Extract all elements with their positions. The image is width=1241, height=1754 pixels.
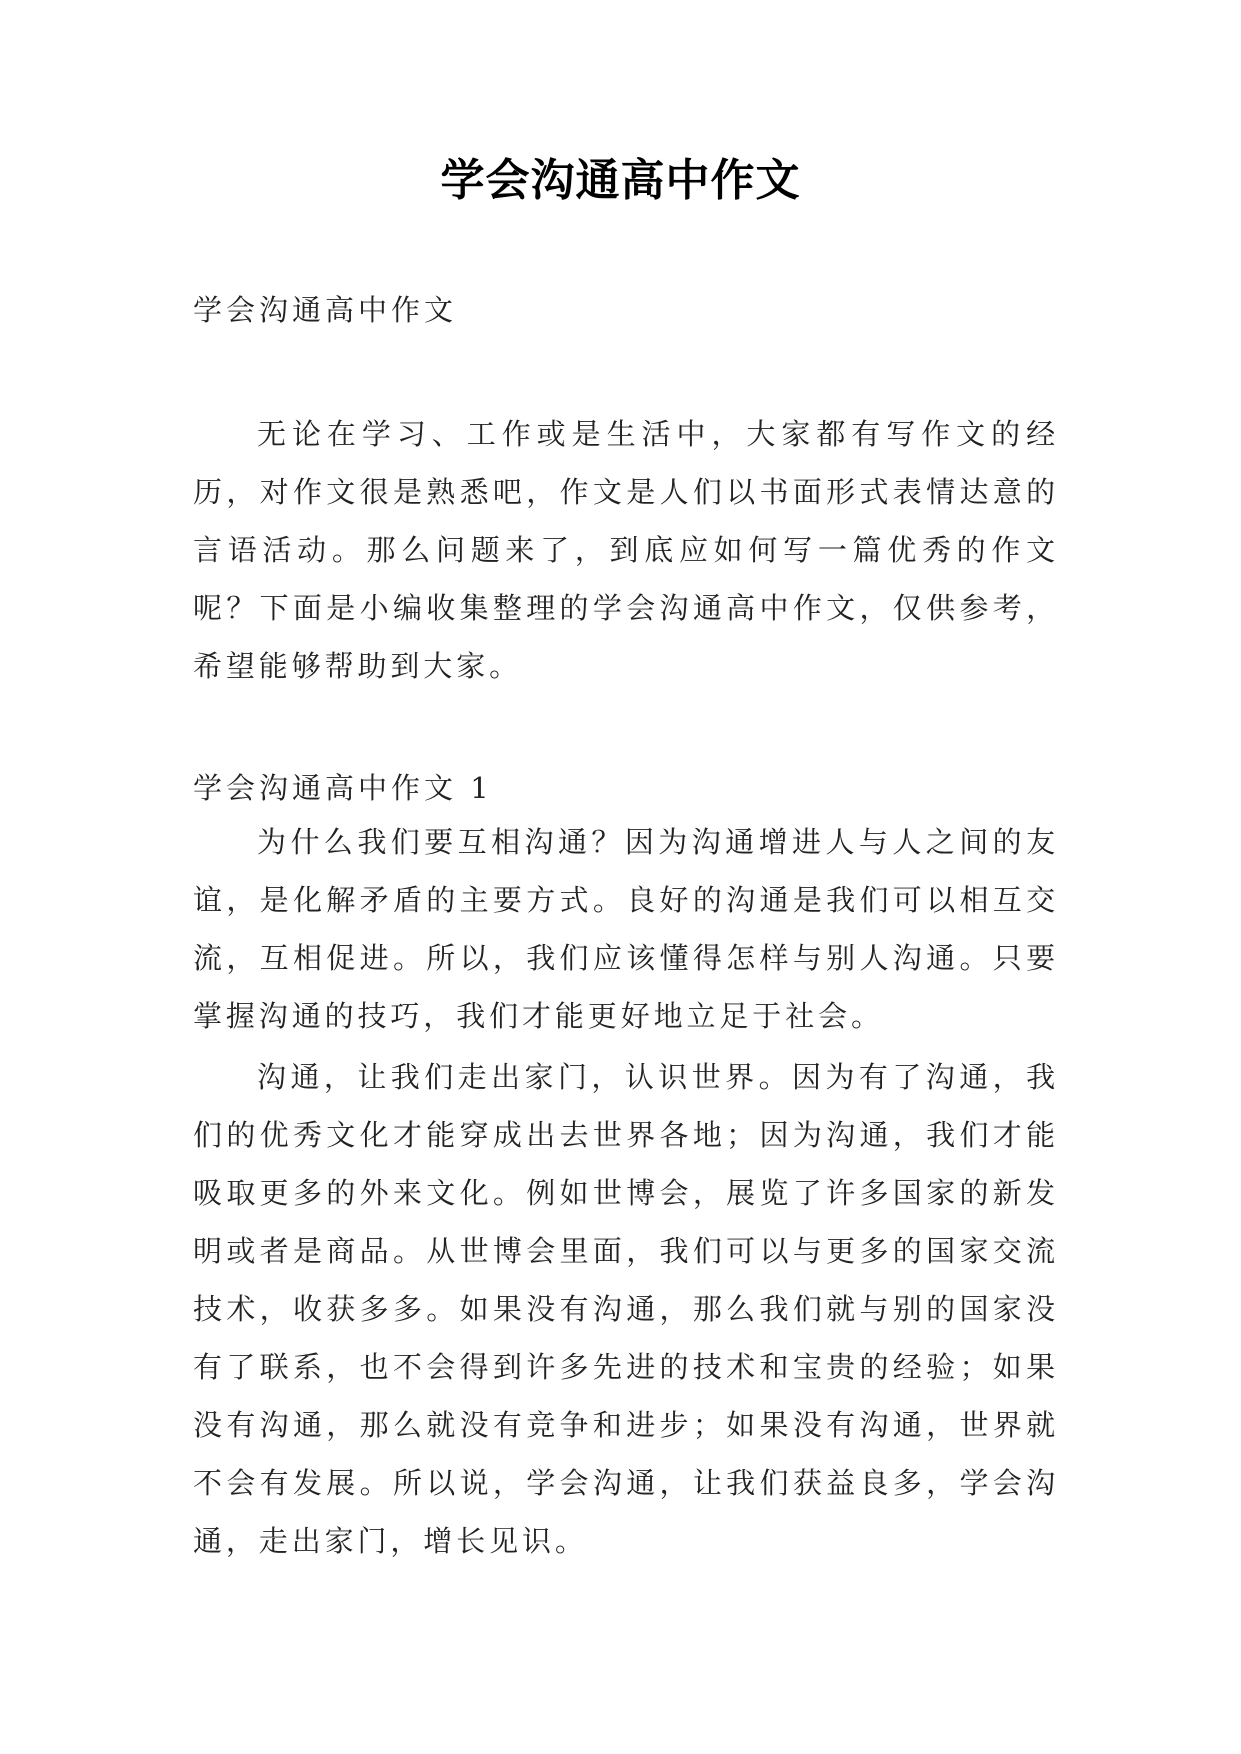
- body-paragraph-2: 沟通，让我们走出家门，认识世界。因为有了沟通，我们的优秀文化才能穿成出去世界各地；因为沟通，我们才能吸取更多的外来文化。例如世博会，展览了许多国家的新发明或者是商品。从世博会里面，我们可以与更多的国家交流技术，收获多多。如果没有沟通，那么我们就与别的国家没有了联系，也不会得到许多先进的技术和宝贵的经验；如果没有沟通，那么就没有竞争和进步；如果没有沟通，世界就不会有发展。所以说，学会沟通，让我们获益良多，学会沟通，走出家门，增长见识。: [193, 1060, 1059, 1558]
- body-paragraph-1: 为什么我们要互相沟通？因为沟通增进人与人之间的友谊，是化解矛盾的主要方式。良好的沟通是我们可以相互交流，互相促进。所以，我们应该懂得怎样与别人沟通。只要掌握沟通的技巧，我们才能更好地立足于社会。: [193, 825, 1059, 1033]
- intro-paragraph: 无论在学习、工作或是生活中，大家都有写作文的经历，对作文很是熟悉吧，作文是人们以书面形式表情达意的言语活动。那么问题来了，到底应如何写一篇优秀的作文呢？下面是小编收集整理的学会沟通高中作文，仅供参考，希望能够帮助到大家。: [193, 417, 1059, 683]
- document-subtitle: 学会沟通高中作文: [193, 293, 458, 327]
- document-title: 学会沟通高中作文: [440, 155, 801, 206]
- section-heading: 学会沟通高中作文 1: [193, 771, 493, 805]
